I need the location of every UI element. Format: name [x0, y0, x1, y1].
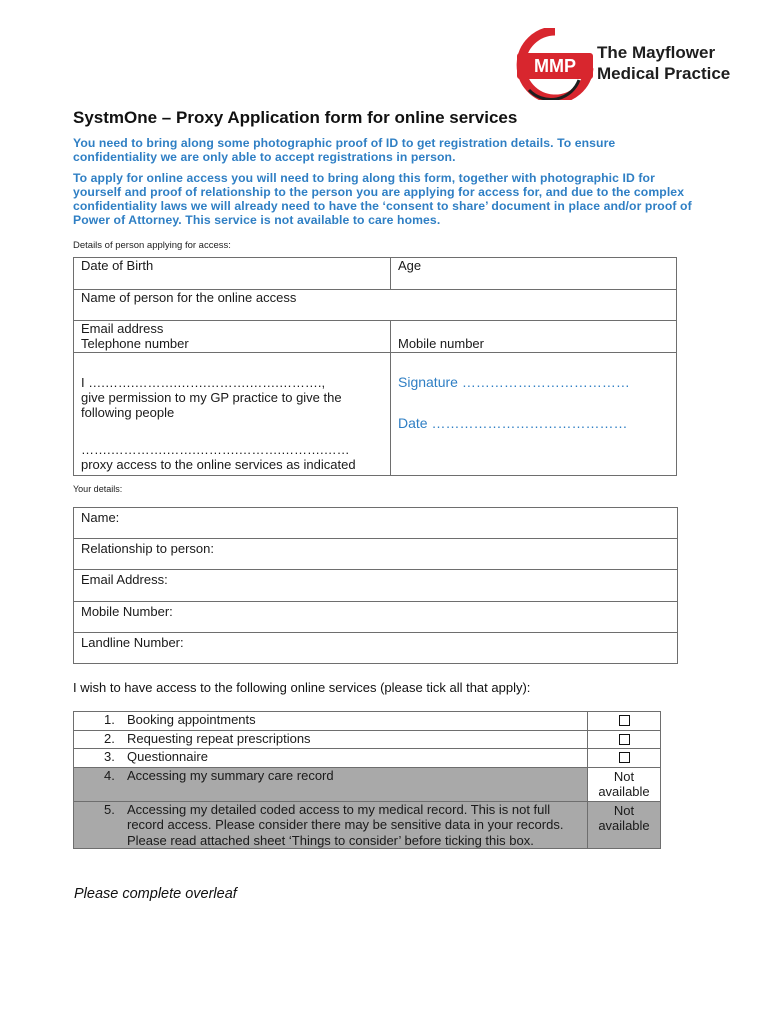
service-label: Questionnaire — [127, 749, 208, 764]
service-number: 1. — [104, 712, 115, 727]
proxy-access-text: proxy access to the online services as indicated — [81, 457, 356, 472]
relationship-label: Relationship to person: — [81, 541, 214, 556]
proxy-names-line: …….………….…….……….……….……….…… — [81, 442, 350, 457]
service-row — [74, 749, 661, 768]
permission-line-1: I ….…….……….…….……….…….………., — [81, 375, 326, 390]
proxy-person-name-field[interactable] — [74, 290, 677, 321]
email-telephone-field[interactable] — [74, 321, 391, 353]
telephone-label: Telephone number — [81, 336, 189, 351]
intro-paragraph-1: You need to bring along some photographic proof of ID to get registration details. To ensure confidentiality we are only able to accept registrations in person. — [73, 136, 616, 164]
service-row — [74, 801, 661, 849]
service-status: Not available — [598, 768, 650, 799]
logo-abbr: MMP — [534, 56, 576, 76]
dob-field[interactable] — [74, 258, 391, 290]
service-row — [74, 767, 661, 801]
email-label: Email address — [81, 321, 164, 336]
complete-overleaf-note: Please complete overleaf — [74, 886, 237, 902]
service-checkbox[interactable] — [619, 715, 630, 726]
permission-statement[interactable] — [74, 353, 391, 476]
mobile-label: Mobile number — [398, 336, 484, 351]
proxy-person-name-label: Name of person for the online access — [81, 290, 297, 305]
age-label: Age — [398, 258, 422, 273]
mobile-field[interactable] — [391, 321, 677, 353]
service-label: Booking appointments — [127, 712, 256, 727]
services-intro: I wish to have access to the following online services (please tick all that apply): — [73, 680, 531, 695]
applicant-details-table — [73, 257, 677, 476]
your-mobile-label: Mobile Number: — [81, 604, 173, 619]
signature-date-cell[interactable] — [391, 353, 677, 476]
service-number: 5. — [104, 801, 115, 817]
mmp-logo-mark — [509, 28, 599, 100]
your-email-label: Email Address: — [81, 572, 168, 587]
relationship-field[interactable] — [74, 539, 678, 570]
service-number: 4. — [104, 767, 115, 783]
your-landline-field[interactable] — [74, 633, 678, 664]
practice-name-line2: Medical Practice — [597, 64, 731, 83]
service-row — [74, 712, 661, 731]
your-landline-label: Landline Number: — [81, 635, 184, 650]
service-label: Accessing my summary care record — [127, 767, 334, 783]
permission-line-2: give permission to my GP practice to give the following people — [81, 390, 342, 420]
service-number: 2. — [104, 730, 115, 746]
your-email-field[interactable] — [74, 570, 678, 602]
page-title: SystmOne – Proxy Application form for online services — [73, 108, 518, 127]
signature-line: Signature ……………………………… — [398, 374, 630, 390]
dob-label: Date of Birth — [81, 258, 154, 273]
your-name-field[interactable] — [74, 508, 678, 539]
services-table — [73, 711, 661, 849]
applicant-section-label: Details of person applying for access: — [73, 240, 231, 251]
your-name-label: Name: — [81, 510, 120, 525]
service-label: Accessing my detailed coded access to my medical record. This is not full record access. Please consider there may be sensitive data in your records. Please read attached sheet ‘Things to consider’ before ticking this box. — [127, 801, 564, 848]
age-field[interactable] — [391, 258, 677, 290]
service-number: 3. — [104, 749, 115, 764]
service-checkbox[interactable] — [619, 734, 630, 745]
service-row — [74, 730, 661, 749]
your-mobile-field[interactable] — [74, 602, 678, 633]
date-line: Date …………………………………… — [398, 415, 628, 431]
practice-logo — [509, 28, 749, 100]
your-details-table — [73, 507, 678, 664]
service-checkbox[interactable] — [619, 752, 630, 763]
practice-name — [597, 42, 730, 84]
practice-name-line1: The Mayflower — [597, 43, 716, 62]
your-details-label: Your details: — [73, 484, 123, 494]
service-label: Requesting repeat prescriptions — [127, 730, 311, 746]
intro-paragraph-2: To apply for online access you will need to bring along this form, together with photographic ID for yourself and proof of relationship to the person you are applying for access for, and due to the complex confidentiality laws we will already need to have the ‘consent to share’ document in place and/or proof of Power of Attorney. This service is not available to care homes. — [73, 171, 692, 227]
service-status: Not available — [598, 802, 650, 833]
